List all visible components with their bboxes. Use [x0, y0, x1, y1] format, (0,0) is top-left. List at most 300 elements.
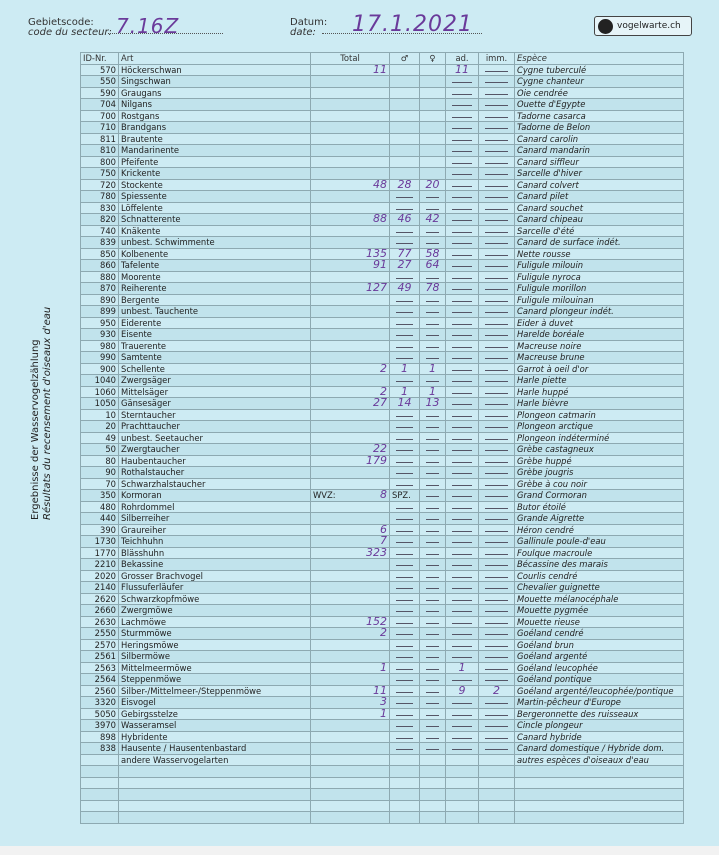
species-id: 880 [81, 271, 119, 283]
species-id: 710 [81, 122, 119, 134]
species-id: 750 [81, 168, 119, 180]
male-count [390, 685, 420, 697]
male-count [390, 582, 420, 594]
table-row [81, 122, 684, 134]
total-count [311, 651, 390, 663]
species-name-de: unbest. Schwimmente [119, 237, 311, 249]
total-count [311, 421, 390, 433]
species-name-de: Hybridente [119, 731, 311, 743]
male-count [390, 340, 420, 352]
immature-count [479, 202, 515, 214]
male-count [390, 352, 420, 364]
table-row [81, 306, 684, 318]
immature-count [479, 789, 515, 801]
adult-count [446, 605, 479, 617]
adult-count [446, 490, 479, 502]
total-count [311, 64, 390, 76]
species-name-de: Spiessente [119, 191, 311, 203]
species-name-fr: Ouette d'Egypte [515, 99, 684, 111]
male-count [390, 605, 420, 617]
table-row [81, 283, 684, 295]
adult-count [446, 225, 479, 237]
total-count [311, 260, 390, 272]
male-count [390, 536, 420, 548]
total-count [311, 524, 390, 536]
total-count [311, 87, 390, 99]
total-count [311, 179, 390, 191]
total-count [311, 478, 390, 490]
female-count [420, 582, 446, 594]
species-name-de: Trauerente [119, 340, 311, 352]
total-count [311, 674, 390, 686]
adult-count [446, 570, 479, 582]
table-row [81, 110, 684, 122]
species-id: 740 [81, 225, 119, 237]
table-row [81, 409, 684, 421]
total-count [311, 271, 390, 283]
scan-border [0, 846, 719, 855]
column-header: ad. [446, 53, 479, 65]
immature-count [479, 179, 515, 191]
column-header: Total [311, 53, 390, 65]
female-count [420, 789, 446, 801]
female-count [420, 662, 446, 674]
vogelwarte-logo: vogelwarte.ch [594, 16, 692, 36]
table-row [81, 685, 684, 697]
species-id: 890 [81, 294, 119, 306]
species-name-de: Mittelmeermöwe [119, 662, 311, 674]
species-name-de [119, 789, 311, 801]
male-count [390, 513, 420, 525]
total-count [311, 455, 390, 467]
adult-count [446, 340, 479, 352]
adult-count [446, 766, 479, 778]
date-value: 17.1.2021 [352, 12, 473, 37]
species-id: 811 [81, 133, 119, 145]
adult-count [446, 513, 479, 525]
species-name-fr: Héron cendré [515, 524, 684, 536]
female-count [420, 271, 446, 283]
table-row [81, 386, 684, 398]
table-row [81, 524, 684, 536]
species-name-de: Teichhuhn [119, 536, 311, 548]
table-row [81, 478, 684, 490]
total-count [311, 237, 390, 249]
male-count: 28 [390, 179, 420, 191]
adult-count [446, 432, 479, 444]
species-name-fr: Bergeronnette des ruisseaux [515, 708, 684, 720]
species-name-de: Rohrdommel [119, 501, 311, 513]
table-row [81, 317, 684, 329]
table-row [81, 731, 684, 743]
total-count [311, 329, 390, 341]
species-name-fr: Goéland argenté [515, 651, 684, 663]
total-value: 8 [380, 489, 387, 501]
female-count [420, 536, 446, 548]
female-count [420, 409, 446, 421]
species-id: 2630 [81, 616, 119, 628]
table-row [81, 87, 684, 99]
total-count [311, 467, 390, 479]
immature-count [479, 110, 515, 122]
species-name-de: Zwergmöwe [119, 605, 311, 617]
species-name-de: Nilgans [119, 99, 311, 111]
species-name-de: Graugans [119, 87, 311, 99]
male-count: 1 [390, 363, 420, 375]
species-name-fr: Chevalier guignette [515, 582, 684, 594]
species-name-de: Silber-/Mittelmeer-/Steppenmöwe [119, 685, 311, 697]
species-id: 350 [81, 490, 119, 502]
adult-count [446, 754, 479, 766]
adult-count [446, 122, 479, 134]
species-name-de: Silbermöwe [119, 651, 311, 663]
adult-count [446, 501, 479, 513]
male-count: SPZ. [390, 490, 420, 502]
table-row [81, 467, 684, 479]
immature-count [479, 76, 515, 88]
species-name-de: Heringsmöwe [119, 639, 311, 651]
species-id: 980 [81, 340, 119, 352]
total-value: 48 [373, 179, 387, 191]
species-name-de: Steppenmöwe [119, 674, 311, 686]
adult-count [446, 398, 479, 410]
immature-count [479, 145, 515, 157]
species-name-fr: Canard hybride [515, 731, 684, 743]
adult-count [446, 731, 479, 743]
immature-count [479, 283, 515, 295]
total-count [311, 662, 390, 674]
immature-count [479, 352, 515, 364]
male-count [390, 64, 420, 76]
species-name-fr: Oie cendrée [515, 87, 684, 99]
immature-count [479, 122, 515, 134]
table-row [81, 421, 684, 433]
species-name-fr: Goéland cendré [515, 628, 684, 640]
male-count [390, 317, 420, 329]
species-name-fr: Mouette pygmée [515, 605, 684, 617]
female-count [420, 191, 446, 203]
total-value: 2 [380, 363, 387, 375]
species-id [81, 800, 119, 812]
species-id: 550 [81, 76, 119, 88]
species-name-de: Sturmmöwe [119, 628, 311, 640]
species-id [81, 777, 119, 789]
total-value: 2 [380, 627, 387, 639]
total-count [311, 593, 390, 605]
female-count [420, 467, 446, 479]
adult-count [446, 237, 479, 249]
table-row [81, 754, 684, 766]
species-name-fr: Mouette mélanocéphale [515, 593, 684, 605]
adult-count [446, 455, 479, 467]
female-count [420, 133, 446, 145]
total-value: 2 [380, 386, 387, 398]
male-count [390, 329, 420, 341]
total-count [311, 202, 390, 214]
female-count [420, 225, 446, 237]
female-count [420, 352, 446, 364]
female-count [420, 697, 446, 709]
total-count [311, 133, 390, 145]
immature-count: 2 [479, 685, 515, 697]
male-count [390, 639, 420, 651]
species-name-de: Mittelsäger [119, 386, 311, 398]
female-count [420, 559, 446, 571]
species-name-fr: Goéland brun [515, 639, 684, 651]
adult-count [446, 386, 479, 398]
adult-count [446, 191, 479, 203]
species-id: 1730 [81, 536, 119, 548]
total-count [311, 743, 390, 755]
total-count [311, 720, 390, 732]
species-name-de: Brautente [119, 133, 311, 145]
total-count [311, 122, 390, 134]
species-name-fr: Canard plongeur indét. [515, 306, 684, 318]
species-id: 720 [81, 179, 119, 191]
total-value: 22 [373, 443, 387, 455]
female-count [420, 110, 446, 122]
species-name-de: Löffelente [119, 202, 311, 214]
adult-count [446, 708, 479, 720]
species-name-fr [515, 812, 684, 824]
species-name-fr: Tadorne de Belon [515, 122, 684, 134]
immature-count [479, 87, 515, 99]
male-count [390, 110, 420, 122]
male-count [390, 237, 420, 249]
male-count [390, 616, 420, 628]
female-count [420, 777, 446, 789]
species-name-fr [515, 777, 684, 789]
species-name-fr: Cygne tuberculé [515, 64, 684, 76]
table-row [81, 145, 684, 157]
immature-count [479, 444, 515, 456]
species-name-de: Stockente [119, 179, 311, 191]
species-name-de: Gänsesäger [119, 398, 311, 410]
male-count: 14 [390, 398, 420, 410]
total-count [311, 317, 390, 329]
species-id: 870 [81, 283, 119, 295]
total-count [311, 582, 390, 594]
species-name-fr: Canard souchet [515, 202, 684, 214]
total-count [311, 386, 390, 398]
male-count: 27 [390, 260, 420, 272]
immature-count [479, 605, 515, 617]
immature-count [479, 455, 515, 467]
species-id: 838 [81, 743, 119, 755]
species-id: 3970 [81, 720, 119, 732]
species-name-de: Bergente [119, 294, 311, 306]
female-count [420, 168, 446, 180]
species-name-de: Eisvogel [119, 697, 311, 709]
total-value: 27 [373, 397, 387, 409]
species-name-de: Graureiher [119, 524, 311, 536]
total-value: 88 [373, 213, 387, 225]
total-count [311, 375, 390, 387]
table-row [81, 501, 684, 513]
side-title: Ergebnisse der Wasservogelzählung Résultats du recensement d'oiseaux d'eau [30, 306, 53, 520]
total-value: 6 [380, 524, 387, 536]
adult-count [446, 628, 479, 640]
table-row [81, 697, 684, 709]
species-name-fr [515, 766, 684, 778]
immature-count [479, 214, 515, 226]
female-count [420, 501, 446, 513]
adult-count [446, 87, 479, 99]
species-id: 2620 [81, 593, 119, 605]
species-name-de: Mandarinente [119, 145, 311, 157]
total-count [311, 444, 390, 456]
species-name-de [119, 766, 311, 778]
female-count [420, 156, 446, 168]
species-id: 480 [81, 501, 119, 513]
adult-count [446, 294, 479, 306]
species-name-fr: Canard pilet [515, 191, 684, 203]
adult-count [446, 99, 479, 111]
immature-count [479, 340, 515, 352]
adult-count [446, 283, 479, 295]
species-name-de: Krickente [119, 168, 311, 180]
female-count [420, 513, 446, 525]
adult-count [446, 524, 479, 536]
total-value: 323 [366, 547, 387, 559]
total-count [311, 789, 390, 801]
total-count [311, 547, 390, 559]
species-name-de: Haubentaucher [119, 455, 311, 467]
species-id: 830 [81, 202, 119, 214]
immature-count [479, 812, 515, 824]
species-id: 440 [81, 513, 119, 525]
total-count [311, 800, 390, 812]
female-count [420, 64, 446, 76]
female-count [420, 122, 446, 134]
immature-count [479, 237, 515, 249]
female-count [420, 812, 446, 824]
table-row [81, 662, 684, 674]
adult-count [446, 248, 479, 260]
table-row [81, 214, 684, 226]
table-row [81, 559, 684, 571]
immature-count [479, 674, 515, 686]
table-row [81, 800, 684, 812]
species-id: 2563 [81, 662, 119, 674]
female-count [420, 87, 446, 99]
male-count: 1 [390, 386, 420, 398]
table-row [81, 777, 684, 789]
species-name-de: Pfeifente [119, 156, 311, 168]
species-name-fr: Fuligule milouin [515, 260, 684, 272]
bird-logo-icon [598, 19, 613, 34]
male-count [390, 156, 420, 168]
species-id: 780 [81, 191, 119, 203]
male-count [390, 409, 420, 421]
species-name-de: Kormoran [119, 490, 311, 502]
female-count [420, 237, 446, 249]
species-name-fr: Canard carolin [515, 133, 684, 145]
female-count [420, 294, 446, 306]
adult-count [446, 559, 479, 571]
table-row [81, 99, 684, 111]
species-name-de: Blässhuhn [119, 547, 311, 559]
immature-count [479, 731, 515, 743]
species-name-de: Rothalstaucher [119, 467, 311, 479]
total-count [311, 708, 390, 720]
species-id [81, 789, 119, 801]
species-id: 700 [81, 110, 119, 122]
immature-count [479, 168, 515, 180]
species-id: 900 [81, 363, 119, 375]
immature-count [479, 271, 515, 283]
male-count [390, 524, 420, 536]
total-value: 11 [373, 685, 387, 697]
total-value: 91 [373, 259, 387, 271]
total-count [311, 168, 390, 180]
female-count: 42 [420, 214, 446, 226]
adult-count: 9 [446, 685, 479, 697]
table-row [81, 582, 684, 594]
total-count [311, 605, 390, 617]
immature-count [479, 248, 515, 260]
immature-count [479, 800, 515, 812]
species-name-fr [515, 800, 684, 812]
species-id: 2660 [81, 605, 119, 617]
species-id: 5050 [81, 708, 119, 720]
total-count [311, 639, 390, 651]
table-row [81, 191, 684, 203]
species-name-de: Sterntaucher [119, 409, 311, 421]
male-count [390, 812, 420, 824]
immature-count [479, 294, 515, 306]
female-count [420, 547, 446, 559]
table-row [81, 455, 684, 467]
female-count [420, 651, 446, 663]
adult-count [446, 467, 479, 479]
table-row [81, 352, 684, 364]
adult-count [446, 720, 479, 732]
column-header: imm. [479, 53, 515, 65]
immature-count [479, 570, 515, 582]
total-count [311, 432, 390, 444]
male-count [390, 87, 420, 99]
species-name-fr: Gallinule poule-d'eau [515, 536, 684, 548]
species-id: 850 [81, 248, 119, 260]
species-name-de: Brandgans [119, 122, 311, 134]
male-count [390, 697, 420, 709]
species-name-fr: Grèbe huppé [515, 455, 684, 467]
adult-count [446, 76, 479, 88]
species-id: 1060 [81, 386, 119, 398]
species-id: 1040 [81, 375, 119, 387]
species-name-fr: Canard mandarin [515, 145, 684, 157]
species-name-de: Rostgans [119, 110, 311, 122]
species-id [81, 812, 119, 824]
immature-count [479, 593, 515, 605]
table-row [81, 708, 684, 720]
immature-count [479, 260, 515, 272]
species-name-fr: Harle huppé [515, 386, 684, 398]
table-row [81, 329, 684, 341]
species-name-fr: Nette rousse [515, 248, 684, 260]
immature-count [479, 754, 515, 766]
species-name-de: Kolbenente [119, 248, 311, 260]
species-name-fr: Fuligule morillon [515, 283, 684, 295]
species-name-de: Wasseramsel [119, 720, 311, 732]
species-id: 2140 [81, 582, 119, 594]
species-id: 20 [81, 421, 119, 433]
adult-count [446, 421, 479, 433]
total-count [311, 409, 390, 421]
immature-count [479, 697, 515, 709]
female-count [420, 754, 446, 766]
